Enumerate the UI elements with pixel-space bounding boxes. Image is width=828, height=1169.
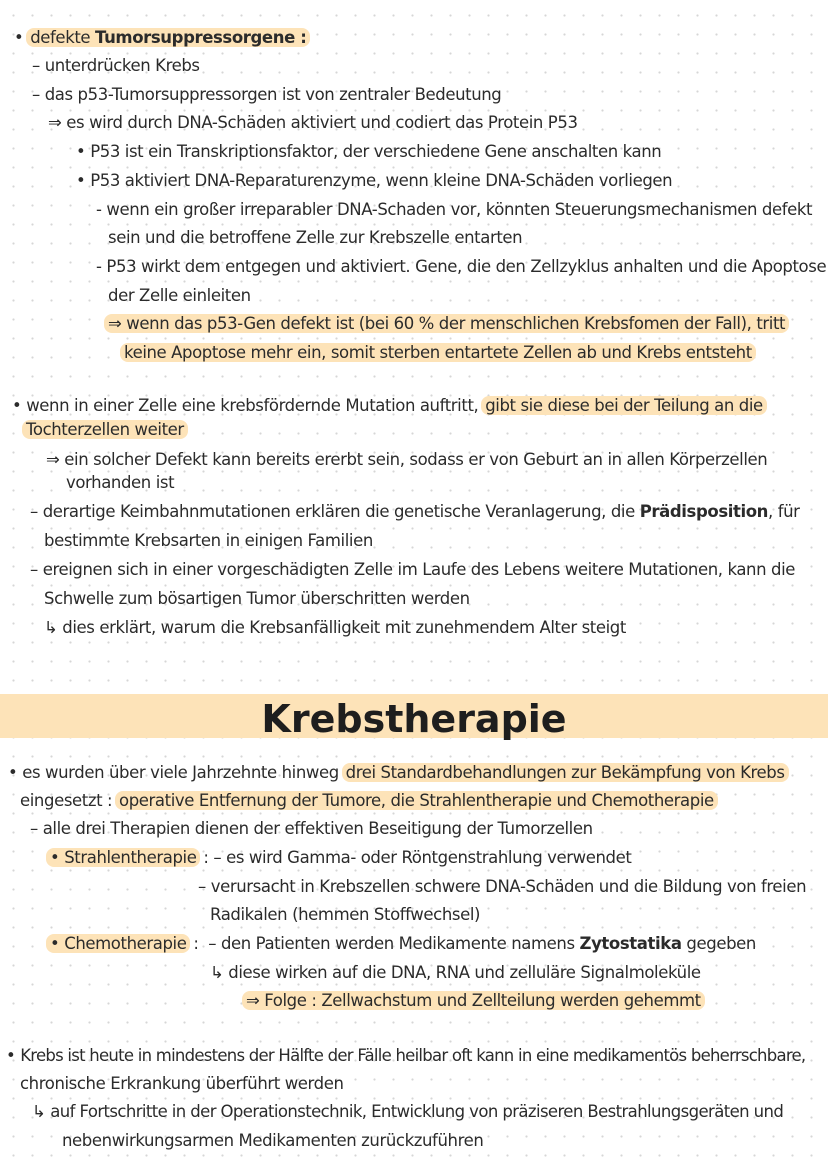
s3-text-2a: eingesetzt : [20, 791, 113, 810]
s1-line-10 [108, 285, 251, 307]
s1-text-5: P53 ist ein Transkriptionsfaktor, der verschiedene Gene anschalten kann [90, 142, 662, 161]
s3-chemo-text-3: Folge : Zellwachstum und Zellteilung werden gehemmt [264, 991, 701, 1010]
s4-line-3 [32, 1101, 783, 1123]
s1-text-8: sein und die betroffene Zelle zur Krebszelle entarten [108, 228, 523, 247]
s1-text-7: wenn ein großer irreparabler DNA-Schaden vor, könnten Steuerungsmechanismen defekt [106, 200, 813, 219]
arrow-right-icon: ⇒ [246, 991, 260, 1010]
s2-text-8: Schwelle zum bösartigen Tumor überschritten werden [44, 589, 470, 608]
s1-line-8 [108, 227, 522, 249]
s1-line-6 [76, 170, 672, 192]
s3-text-2b-highlight: operative Entfernung der Tumore, die Strahlentherapie und Chemotherapie [115, 791, 718, 810]
s2-text-7: ereignen sich in einer vorgeschädigten Zelle im Laufe des Lebens weitere Mutationen, kann die [42, 560, 796, 579]
arrow-right-icon: ⇒ [48, 113, 62, 132]
dash: – [30, 560, 38, 579]
dash: – [208, 934, 217, 953]
s2-text-5a: derartige Keimbahnmutationen erklären die genetische Veranlagerung, die [42, 502, 635, 521]
return-arrow-icon: ↳ [210, 963, 224, 982]
s1-heading [14, 27, 308, 49]
s2-text-2-highlight: Tochterzellen weiter [22, 420, 188, 439]
s3-chemo-text-3-highlight [242, 991, 705, 1010]
s1-line-11 [106, 313, 787, 335]
s2-text-4: vorhanden ist [66, 473, 175, 492]
dash: - [96, 257, 102, 276]
s3-chemo-text-1a: den Patienten werden Medikamente namens [220, 934, 575, 953]
dash: – [32, 85, 40, 104]
s3-line-1 [8, 762, 787, 784]
s2-text-9: dies erklärt, warum die Krebsanfälligkeit mit zunehmendem Alter steigt [62, 618, 626, 637]
s3-line-2 [20, 790, 716, 812]
chemotherapie-label-highlight [46, 934, 190, 953]
strahlentherapie-label: Strahlentherapie [64, 848, 197, 867]
s1-line-2 [32, 55, 200, 77]
bullet: • [14, 28, 24, 47]
bullet: • [6, 1046, 16, 1065]
s2-line-5 [30, 501, 800, 523]
s2-line-9 [44, 617, 626, 639]
s1-text-11: wenn das p53-Gen defekt ist (bei 60 % der menschlichen Krebsfomen der Fall), tritt [126, 314, 786, 333]
s2-line-3 [46, 449, 767, 471]
return-arrow-icon: ↳ [44, 618, 58, 637]
s2-line-4 [66, 472, 174, 494]
s1-text-2: unterdrücken Krebs [44, 56, 200, 75]
s3-line-3 [30, 818, 593, 840]
bullet: • [50, 934, 60, 953]
s1-conclusion-highlight-1 [104, 314, 789, 333]
s3-text-3: alle drei Therapien dienen der effektiven Beseitigung der Tumorzellen [42, 819, 593, 838]
s1-text-9: P53 wirkt dem entgegen und aktiviert. Gene, die den Zellzyklus anhalten und die Apoptose [106, 257, 827, 276]
return-arrow-icon: ↳ [32, 1102, 46, 1121]
s4-text-1: Krebs ist heute in mindestens der Hälfte der Fälle heilbar oft kann in eine medikamentös beherrschbare, [20, 1046, 806, 1065]
s3-chemo-row-3 [244, 990, 703, 1012]
dash: – [32, 56, 40, 75]
s1-heading-highlight [26, 28, 310, 47]
bullet: • [76, 171, 86, 190]
arrow-right-icon: ⇒ [46, 450, 60, 469]
s2-text-1a: wenn in einer Zelle eine krebsfördernde Mutation auftritt, [26, 396, 479, 415]
s3-strahlen-row-3 [210, 904, 480, 926]
s1-line-5 [76, 141, 661, 163]
s3-strahlen-row [48, 847, 631, 869]
s2-text-5c: , für [768, 502, 800, 521]
s3-chemo-text-1c: gegeben [686, 934, 756, 953]
s3-strahlen-text-1: es wird Gamma- oder Röntgenstrahlung verwendet [226, 848, 632, 867]
strahlentherapie-label-highlight [46, 848, 200, 867]
s4-text-3: auf Fortschritte in der Operationstechnik, Entwicklung von präziseren Bestrahlungsgeräten und [50, 1102, 784, 1121]
page-title: Krebstherapie [261, 697, 567, 741]
arrow-right-icon: ⇒ [108, 314, 122, 333]
s1-line-4 [48, 112, 578, 134]
colon: : [193, 934, 199, 953]
bullet: • [50, 848, 60, 867]
s1-text-6: P53 aktiviert DNA-Reparaturenzyme, wenn kleine DNA-Schäden vorliegen [90, 171, 673, 190]
dash: – [30, 819, 38, 838]
s3-text-1b-highlight: drei Standardbehandlungen zur Bekämpfung von Krebs [342, 763, 789, 782]
s2-text-5b-bold: Prädisposition [639, 502, 769, 521]
s2-line-7 [30, 559, 795, 581]
dash: - [96, 200, 102, 219]
s1-line-7 [96, 199, 812, 221]
bullet: • [12, 396, 22, 415]
s2-line-6 [44, 530, 373, 552]
s2-text-6: bestimmte Krebsarten in einigen Familien [44, 531, 373, 550]
dash: – [198, 877, 206, 896]
s1-heading-prefix: defekte [30, 28, 91, 47]
s1-text-3: das p53-Tumorsuppressorgen ist von zentraler Bedeutung [44, 85, 502, 104]
s3-text-1a: es wurden über viele Jahrzehnte hinweg [22, 763, 339, 782]
s4-text-2: chronische Erkrankung überführt werden [20, 1074, 344, 1093]
s3-chemo-row [48, 933, 756, 955]
s1-text-10: der Zelle einleiten [108, 286, 251, 305]
s2-text-3: ein solcher Defekt kann bereits ererbt sein, sodass er von Geburt an in allen Körperzellen [64, 450, 768, 469]
s1-heading-bold: Tumorsuppressorgene : [95, 28, 307, 47]
s3-strahlen-text-3: Radikalen (hemmen Stoffwechsel) [210, 905, 481, 924]
s3-chemo-text-2: diese wirken auf die DNA, RNA und zelluläre Signalmoleküle [228, 963, 701, 982]
colon: : [203, 848, 209, 867]
s4-line-1 [6, 1045, 805, 1067]
s3-strahlen-text-2: verursacht in Krebszellen schwere DNA-Schäden und die Bildung von freien [210, 877, 807, 896]
dash: – [30, 502, 38, 521]
s1-line-9 [96, 256, 826, 278]
chemotherapie-label: Chemotherapie [64, 934, 187, 953]
s3-chemo-row-2 [210, 962, 701, 984]
s1-text-4: es wird durch DNA-Schäden aktiviert und codiert das Protein P53 [66, 113, 578, 132]
s2-line-8 [44, 588, 470, 610]
s3-strahlen-row-2 [198, 876, 806, 898]
s1-line-12 [122, 342, 754, 364]
s1-conclusion-highlight-2: keine Apoptose mehr ein, somit sterben entartete Zellen ab und Krebs entsteht [120, 343, 756, 362]
s2-line-1 [12, 395, 765, 417]
s2-text-1b-highlight: gibt sie diese bei der Teilung an die [481, 396, 767, 415]
bullet: • [8, 763, 18, 782]
s4-line-4 [62, 1130, 483, 1152]
s1-line-3 [32, 84, 501, 106]
zytostatika-bold: Zytostatika [579, 934, 682, 953]
bullet: • [76, 142, 86, 161]
s2-line-2 [24, 419, 186, 441]
s4-line-2 [20, 1073, 344, 1095]
dash: – [213, 848, 222, 867]
s4-text-4: nebenwirkungsarmen Medikamenten zurückzuführen [62, 1131, 484, 1150]
